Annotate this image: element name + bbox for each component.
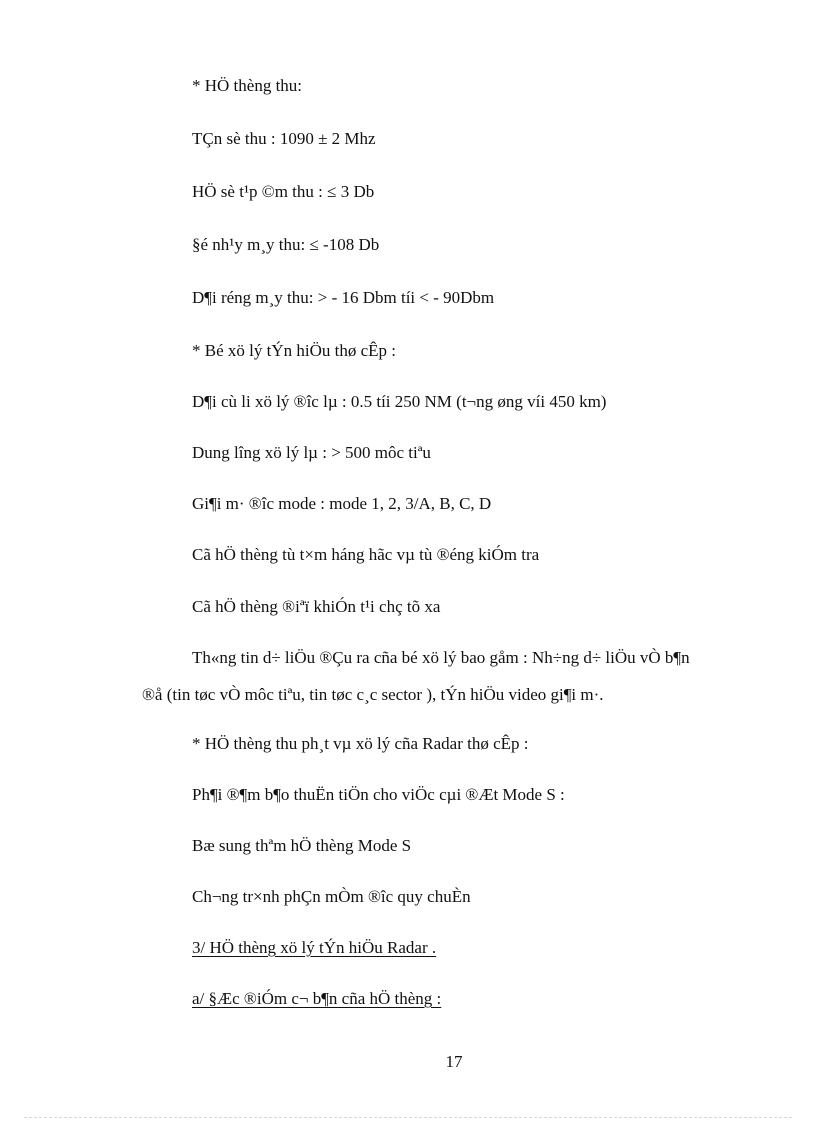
paragraph-output-data-line2: ®å (tin tøc vÒ môc tiªu, tin tøc c¸c sector ), tÝn hiÖu video gi¶i m·. — [142, 685, 604, 704]
paragraph-receiver-system-heading: * HÖ thèng thu: — [192, 76, 303, 95]
paragraph-transceiver-heading: * HÖ thèng thu ph¸t vµ xö lý cña Radar thø cÊp : — [192, 734, 529, 753]
paragraph-remote-control: Cã hÖ thèng ®iªï khiÓn t¹i chç tõ xa — [192, 597, 441, 616]
subsection-heading-basic-features: a/ §Æc ®iÓm c¬ b¶n cña hÖ thèng : — [192, 989, 442, 1008]
paragraph-processing-range: D¶i cù li xö lý ®îc lµ : 0.5 tíi 250 NM (t¬ng øng víi 450 km) — [192, 392, 607, 411]
page-number: 17 — [445, 1052, 463, 1071]
paragraph-processor-heading: * Bé xö lý tÝn hiÖu thø cÊp : — [192, 341, 396, 360]
section-heading-signal-processing: 3/ HÖ thèng xö lý tÝn hiÖu Radar . — [192, 938, 437, 957]
paragraph-processing-capacity: Dung lîng xö lý lµ : > 500 môc tiªu — [192, 443, 431, 462]
page-bottom-rule — [24, 1117, 792, 1118]
paragraph-add-mode-s: Bæ sung thªm hÖ thèng Mode S — [192, 836, 412, 855]
paragraph-mode-s-install: Ph¶i ®¶m b¶o thuËn tiÖn cho viÖc cµi ®Æt Mode S : — [192, 785, 565, 804]
paragraph-dynamic-range: D¶i réng m¸y thu: > - 16 Dbm tíi < - 90Dbm — [192, 288, 495, 307]
paragraph-receive-frequency: TÇn sè thu : 1090 ± 2 Mhz — [192, 129, 376, 148]
paragraph-software-standard: Ch¬ng tr×nh phÇn mÒm ®îc quy chuÈn — [192, 887, 471, 906]
paragraph-output-data-line1: Th«ng tin d÷ liÖu ®Çu ra cña bé xö lý bao gåm : Nh÷ng d÷ liÖu vÒ b¶n — [192, 648, 690, 667]
paragraph-decodable-modes: Gi¶i m· ®îc mode : mode 1, 2, 3/A, B, C, D — [192, 494, 492, 513]
paragraph-self-test: Cã hÖ thèng tù t×m háng hãc vµ tù ®éng kiÓm tra — [192, 545, 540, 564]
paragraph-noise-figure: HÖ sè t¹p ©m thu : ≤ 3 Db — [192, 182, 375, 201]
paragraph-sensitivity: §é nh¹y m¸y thu: ≤ -108 Db — [192, 235, 380, 254]
